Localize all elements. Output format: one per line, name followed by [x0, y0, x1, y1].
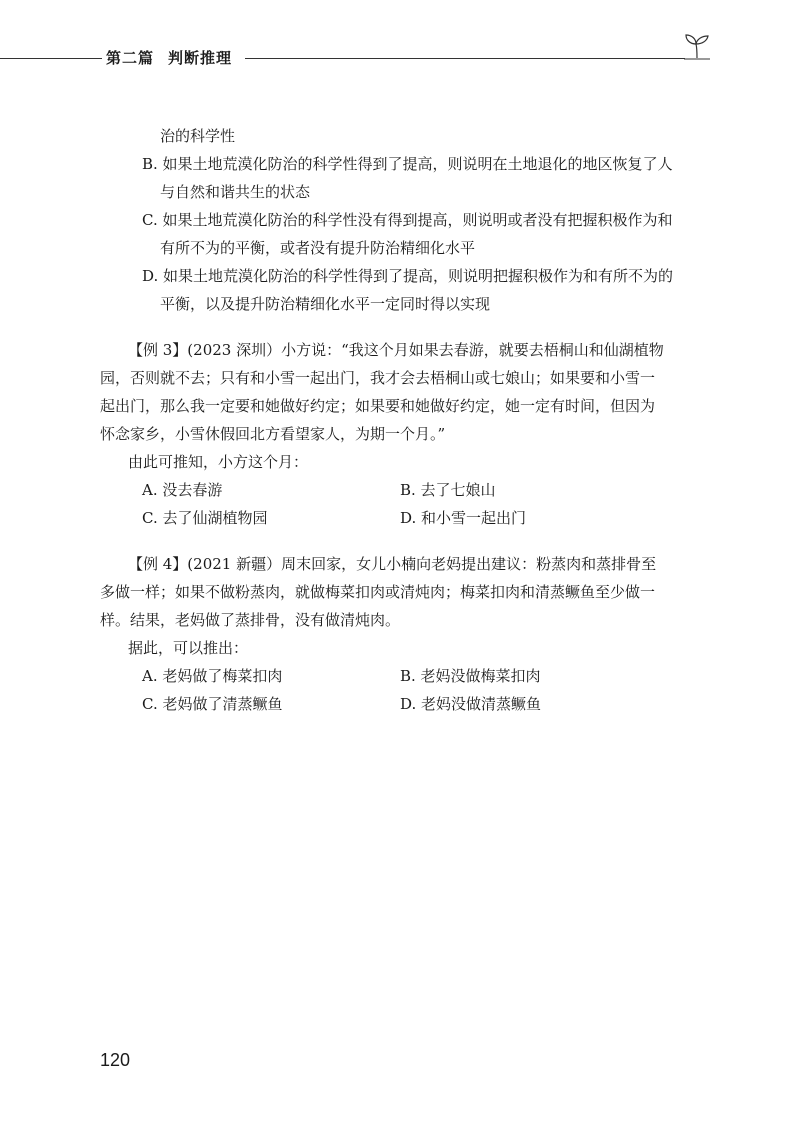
prev-option-b-line1: B. 如果土地荒漠化防治的科学性得到了提高，则说明在土地退化的地区恢复了人 — [142, 155, 673, 173]
prev-option-b-line2: 与自然和谐共生的状态 — [160, 183, 311, 201]
example3-line1: 【例 3】(2023 深圳）小方说：“我这个月如果去春游，就要去梧桐山和仙湖植物 — [128, 341, 664, 359]
example3-option-c: C. 去了仙湖植物园 — [142, 509, 268, 527]
header-rule-right — [245, 58, 685, 59]
header-section: 判断推理 — [168, 49, 233, 67]
example4-option-c: C. 老妈做了清蒸鳜鱼 — [142, 695, 283, 713]
page-number: 120 — [100, 1050, 131, 1070]
example4-option-d: D. 老妈没做清蒸鳜鱼 — [400, 695, 542, 713]
example4-line1: 【例 4】(2021 新疆）周末回家，女儿小楠向老妈提出建议：粉蒸肉和蒸排骨至 — [128, 555, 657, 573]
prev-option-c-line1: C. 如果土地荒漠化防治的科学性没有得到提高，则说明或者没有把握积极作为和 — [142, 211, 673, 229]
example3-question: 由此可推知，小方这个月： — [128, 453, 309, 471]
prev-option-d-line2: 平衡，以及提升防治精细化水平一定同时得以实现 — [160, 295, 491, 313]
header-part: 第二篇 — [106, 49, 155, 67]
example3-option-b: B. 去了七娘山 — [400, 481, 496, 499]
running-header — [0, 0, 800, 80]
example3-line3: 起出门，那么我一定要和她做好约定；如果要和她做好约定，她一定有时间，但因为 — [100, 397, 656, 415]
example3-line4: 怀念家乡，小雪休假回北方看望家人，为期一个月。” — [100, 425, 446, 443]
example3-option-d: D. 和小雪一起出门 — [400, 509, 527, 527]
example4-line3: 样。结果，老妈做了蒸排骨，没有做清炖肉。 — [100, 611, 401, 629]
example4-option-b: B. 老妈没做梅菜扣肉 — [400, 667, 541, 685]
example4-question: 据此，可以推出： — [128, 639, 249, 657]
example4-option-a: A. 老妈做了梅菜扣肉 — [142, 667, 283, 685]
sprout-icon — [680, 32, 714, 60]
example3-line2: 园，否则就不去；只有和小雪一起出门，我才会去梧桐山或七娘山；如果要和小雪一 — [100, 369, 656, 387]
example4-line2: 多做一样；如果不做粉蒸肉，就做梅菜扣肉或清炖肉；梅菜扣肉和清蒸鳜鱼至少做一 — [100, 583, 656, 601]
prev-option-d-line1: D. 如果土地荒漠化防治的科学性得到了提高，则说明把握积极作为和有所不为的 — [142, 267, 674, 285]
option-a-continuation: 治的科学性 — [160, 127, 236, 145]
prev-option-c-line2: 有所不为的平衡，或者没有提升防治精细化水平 — [160, 239, 476, 257]
example3-option-a: A. 没去春游 — [142, 481, 223, 499]
header-title — [106, 47, 232, 68]
header-rule-left — [0, 58, 102, 59]
